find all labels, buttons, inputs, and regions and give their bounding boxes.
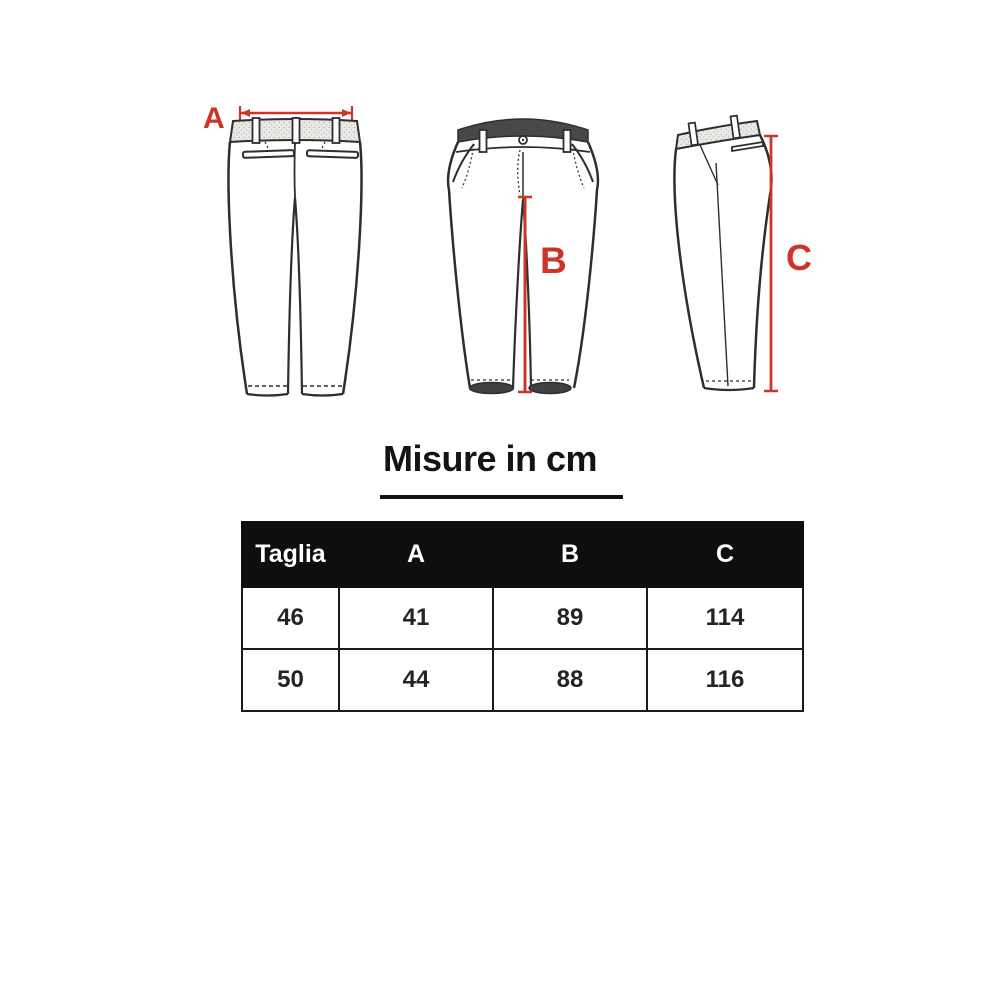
size-table-header-row [242,522,803,587]
header-c: C [647,522,803,587]
measure-label-b: B [540,240,567,281]
cell-size: 50 [242,649,339,711]
measure-line-c [764,136,778,391]
table-row [242,649,803,711]
measure-label-a: A [203,102,225,135]
header-a: A [339,522,493,587]
pants-front-view-drawing [440,98,604,408]
header-b: B [493,522,647,587]
cell-c: 114 [647,587,803,649]
pants-back-view-svg [213,96,373,412]
table-row [242,587,803,649]
measure-label-c: C [786,237,812,278]
cell-a: 44 [339,649,493,711]
cell-c: 116 [647,649,803,711]
title-underline [380,495,623,499]
pants-back-view-drawing [213,96,373,412]
cell-b: 88 [493,649,647,711]
page-title: Misure in cm [382,438,598,479]
cell-a: 41 [339,587,493,649]
cell-size: 46 [242,587,339,649]
pants-front-view-svg [440,98,604,408]
header-taglia: Taglia [242,522,339,587]
cell-b: 89 [493,587,647,649]
size-table [241,521,804,712]
